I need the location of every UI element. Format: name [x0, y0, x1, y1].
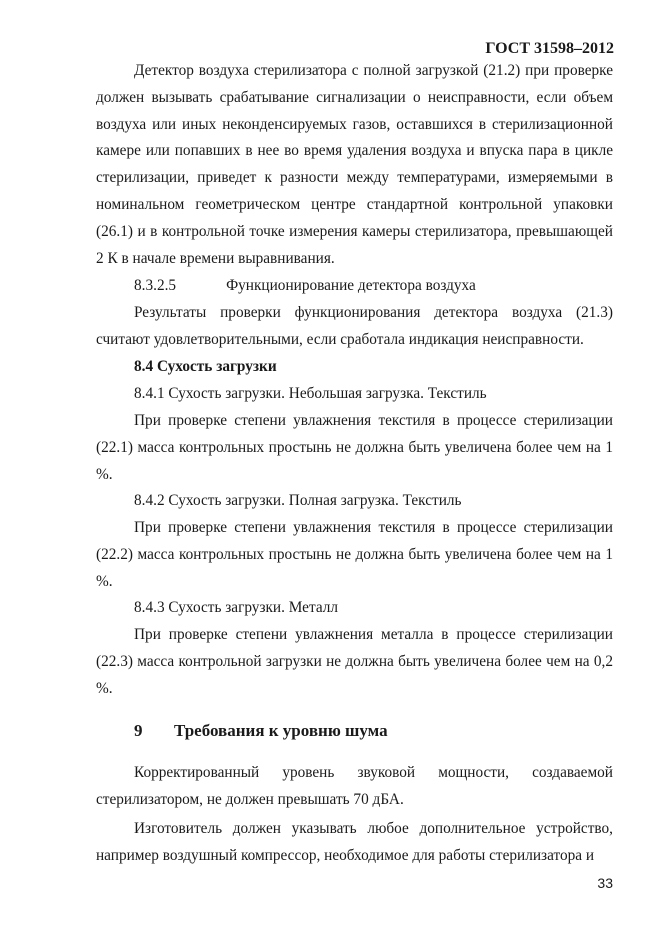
section-9-title: Требования к уровню шума — [174, 721, 388, 740]
paragraph-textile-full-load: При проверке степени увлажнения текстиля в процессе стерилизации (22.2) масса контрольных простынь не должна быть увеличена более чем на 1 %. — [96, 519, 613, 590]
paragraph-textile-small-load: При проверке степени увлажнения текстиля в процессе стерилизации (22.1) масса контрольных простынь не должна быть увеличена более чем на 1 %. — [96, 412, 613, 483]
paragraph-sound-power: Корректированный уровень звуковой мощности, создаваемой стерилизатором, не должен превышать 70 дБА. — [96, 764, 613, 808]
clause-number: 8.3.2.5 — [134, 277, 177, 294]
clause-8-4-2-heading: 8.4.2 Сухость загрузки. Полная загрузка. Текстиль — [134, 492, 462, 509]
page-number: 33 — [597, 875, 613, 891]
paragraph-metal-load: При проверке степени увлажнения металла в процессе стерилизации (22.3) масса контрольной загрузки не должна быть увеличена более чем на 0,2 %. — [96, 626, 613, 697]
clause-8-4-3-heading: 8.4.3 Сухость загрузки. Металл — [134, 599, 339, 616]
clause-8-3-2-5-heading — [134, 273, 476, 300]
paragraph-air-detector-full-load: Детектор воздуха стерилизатора с полной загрузкой (21.2) при проверке должен вызывать срабатывание сигнализации о неисправности, если объем воздуха или иных неконденсируемых газов, оставшихся в стерилизационной камере или попавших в нее во время удаления воздуха и впуска пара в цикле стерилизации, приведет к разности между температурами, измеряемыми в номинальном геометрическом центре стандартной контрольной упаковки (26.1) и в контрольной точке измерения камеры стерилизатора, превышающей 2 К в начале времени выравнивания. — [96, 62, 613, 267]
section-8-4-heading: 8.4 Сухость загрузки — [134, 358, 277, 375]
clause-title: Функционирование детектора воздуха — [226, 277, 476, 294]
paragraph-air-detector-result: Результаты проверки функционирования детектора воздуха (21.3) считают удовлетворительными, если сработала индикация неисправности. — [96, 304, 613, 348]
paragraph-additional-devices: Изготовитель должен указывать любое дополнительное устройство, например воздушный компрессор, необходимое для работы стерилизатора и — [96, 820, 613, 864]
standard-header: ГОСТ 31598–2012 — [485, 40, 614, 57]
clause-8-4-1-heading: 8.4.1 Сухость загрузки. Небольшая загрузка. Текстиль — [134, 385, 487, 402]
section-9-number: 9 — [134, 721, 143, 740]
